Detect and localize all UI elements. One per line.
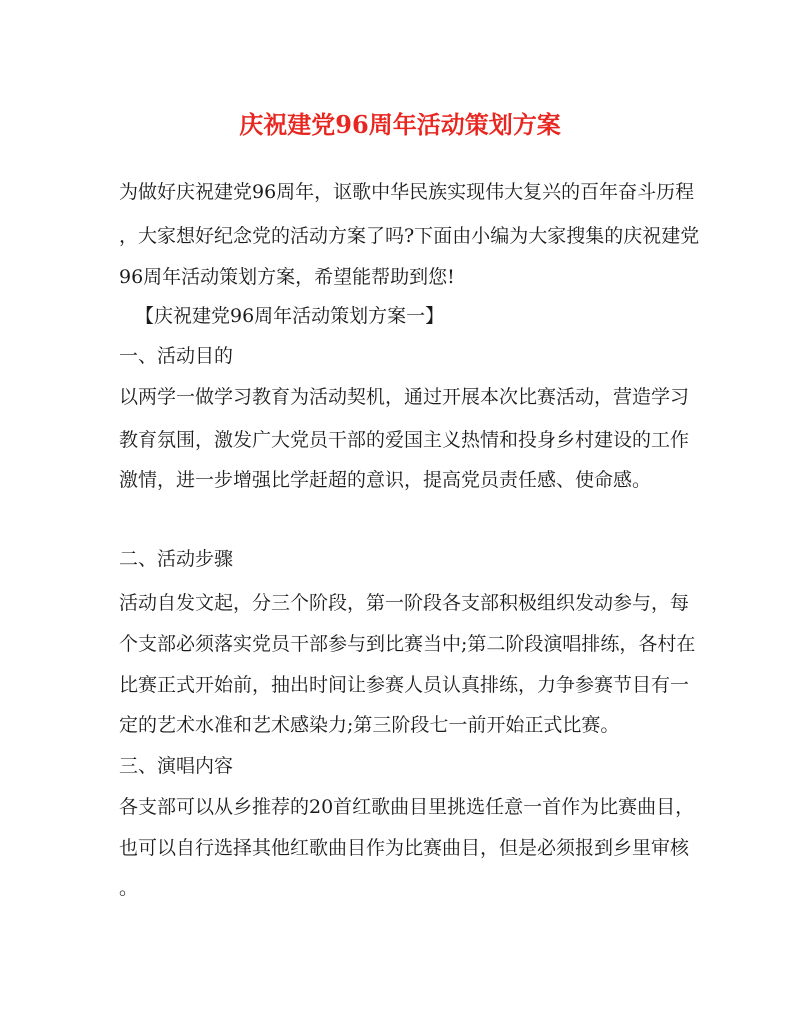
section-2-line-4: 定的艺术水准和艺术感染力;第三阶段七一前开始正式比赛。 — [119, 714, 620, 736]
section-2-line-2: 个支部必须落实党员干部参与到比赛当中;第二阶段演唱排练，各村在 — [119, 633, 696, 655]
section-3-heading: 三、演唱内容 — [119, 755, 234, 777]
section-1-line-2: 教育氛围，激发广大党员干部的爱国主义热情和投身乡村建设的工作 — [119, 429, 690, 451]
section-1-line-3: 激情，进一步增强比学赶超的意识，提高党员责任感、使命感。 — [119, 469, 652, 491]
section-1-heading: 一、活动目的 — [119, 345, 234, 367]
section-2-heading: 二、活动步骤 — [119, 548, 234, 570]
document-title: 庆祝建党96周年活动策划方案 — [239, 110, 561, 139]
plan-heading: 【庆祝建党96周年活动策划方案一】 — [135, 305, 445, 327]
section-3-line-2: 也可以自行选择其他红歌曲目作为比赛曲目，但是必须报到乡里审核 — [119, 837, 690, 859]
section-1-line-1: 以两学一做学习教育为活动契机，通过开展本次比赛活动，营造学习 — [119, 386, 690, 408]
intro-line-1: 为做好庆祝建党96周年，讴歌中华民族实现伟大复兴的百年奋斗历程 — [119, 181, 695, 203]
section-2-line-3: 比赛正式开始前，抽出时间让参赛人员认真排练，力争参赛节目有一 — [119, 674, 690, 696]
intro-line-3: 96周年活动策划方案，希望能帮助到您! — [119, 266, 455, 288]
section-3-line-1: 各支部可以从乡推荐的20首红歌曲目里挑选任意一首作为比赛曲目， — [119, 796, 695, 818]
section-2-line-1: 活动自发文起，分三个阶段，第一阶段各支部积极组织发动参与，每 — [119, 592, 690, 614]
section-3-line-3: 。 — [119, 877, 139, 899]
intro-line-2: ，大家想好纪念党的活动方案了吗?下面由小编为大家搜集的庆祝建党 — [119, 225, 700, 247]
